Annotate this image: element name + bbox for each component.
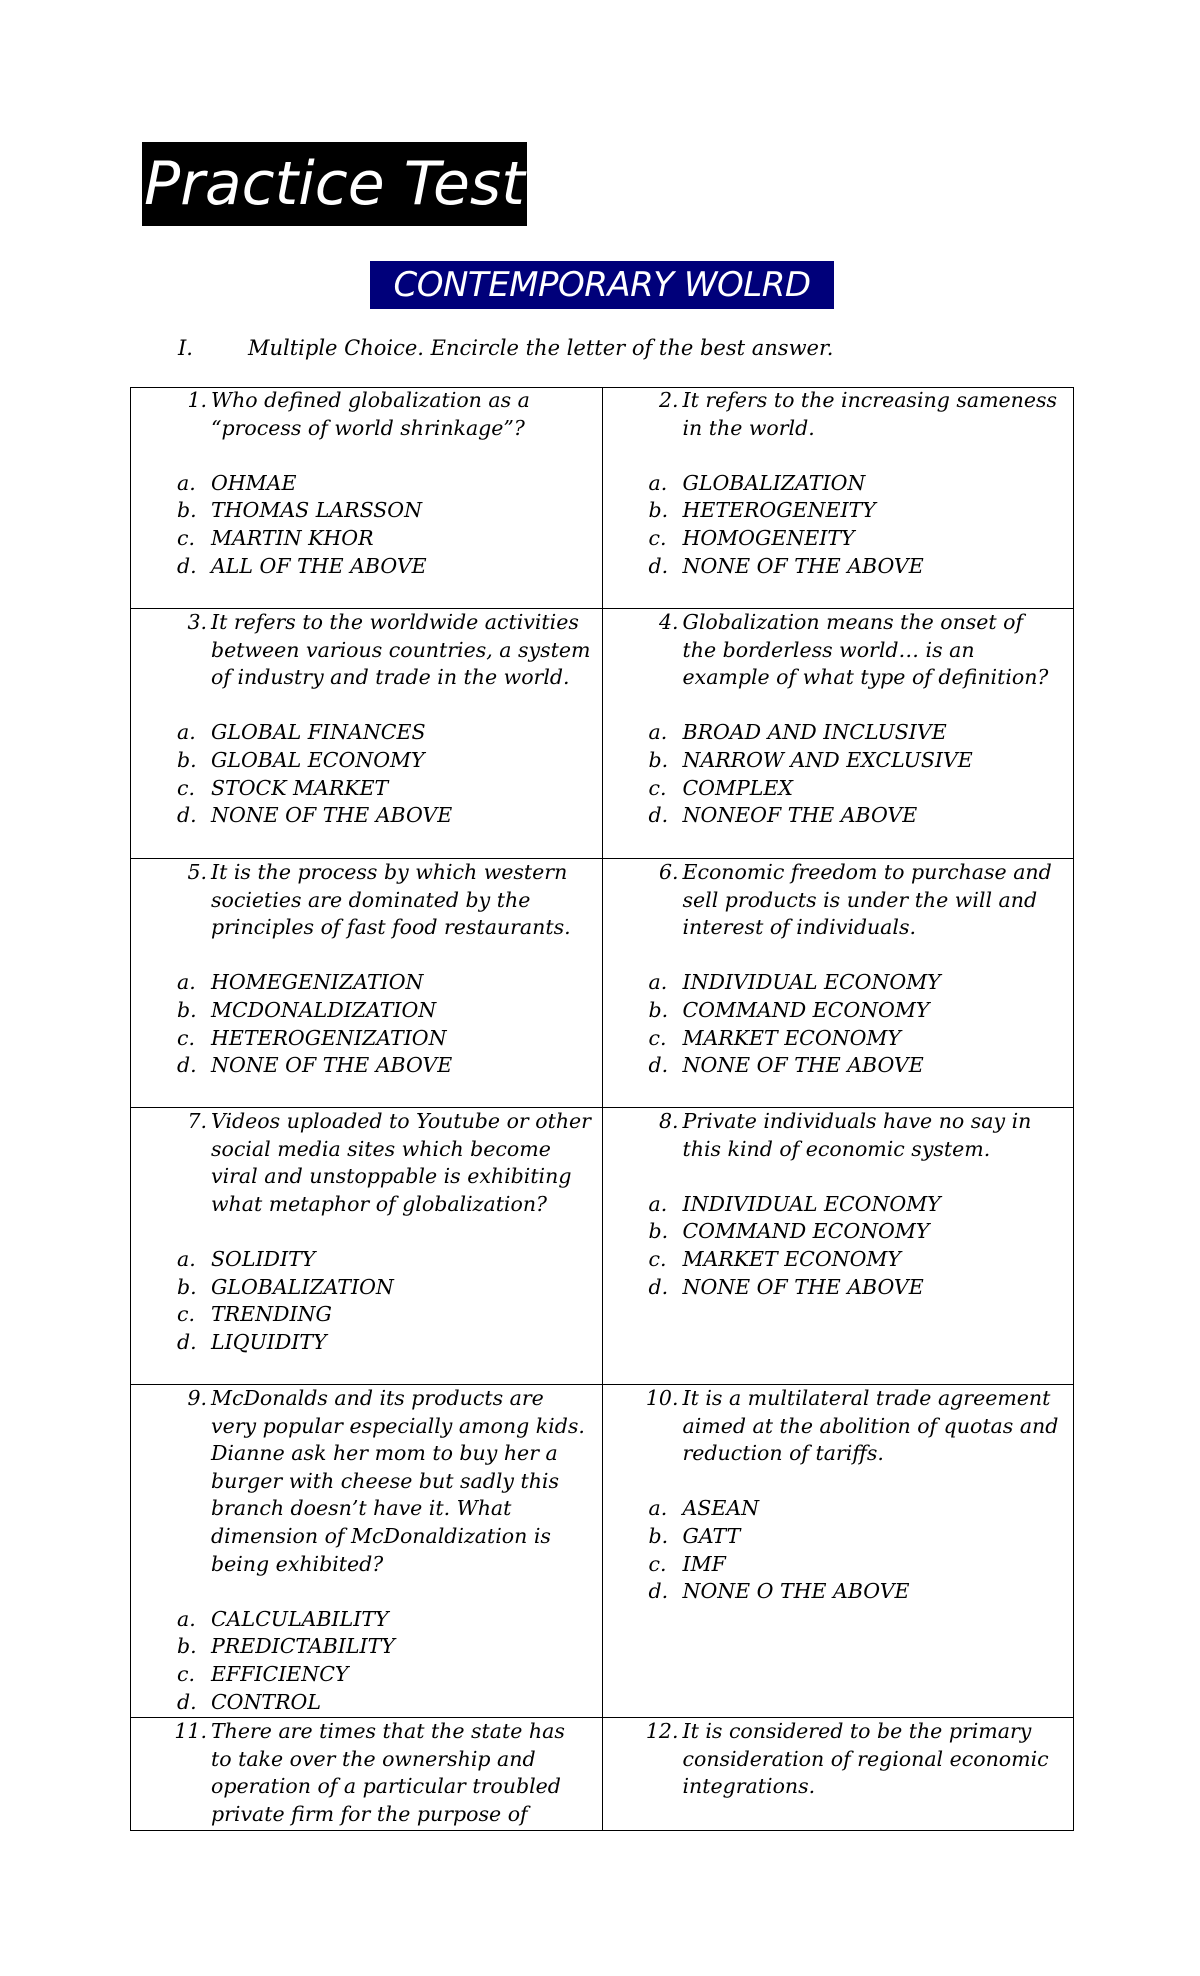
question-number: 2. [658, 388, 679, 412]
option-text: NARROW AND EXCLUSIVE [682, 747, 973, 772]
option-letter: c. [648, 1246, 667, 1271]
option-text: IMF [682, 1551, 726, 1576]
option-letter: a. [648, 1496, 668, 1521]
option-letter: a. [648, 1191, 668, 1216]
option-letter: c. [648, 1551, 667, 1576]
question-number: 12. [645, 1719, 679, 1743]
question-text: It is considered to be the primary consideration of regional economic integrations. [682, 1719, 1049, 1799]
question-text: There are times that the state has to take over the ownership and operation of a particular troubled private firm for the purpose of [211, 1719, 565, 1826]
page-title: Practice Test [142, 142, 527, 226]
answer-option[interactable] [177, 747, 592, 775]
option-letter: b. [177, 1634, 197, 1659]
option-text: THOMAS LARSSON [211, 498, 423, 523]
option-letter: c. [177, 525, 195, 550]
answer-options [648, 719, 1064, 829]
option-letter: d. [177, 1053, 197, 1078]
option-letter: b. [648, 498, 669, 523]
question-stem [187, 387, 592, 442]
option-letter: d. [648, 1274, 669, 1299]
question-item [603, 859, 1074, 1080]
answer-option[interactable] [648, 1246, 1064, 1274]
question-stem [658, 609, 1064, 692]
question-stem [187, 1385, 592, 1578]
question-stem [174, 1718, 592, 1828]
question-text: It is the process by which western societies are dominated by the principles of fast food restaurants. [211, 860, 571, 940]
option-letter: a. [648, 720, 668, 745]
option-letter: b. [648, 1523, 669, 1548]
answer-option[interactable] [177, 1329, 592, 1357]
question-item [603, 1385, 1074, 1606]
question-cell [131, 859, 603, 1108]
answer-option[interactable] [177, 1246, 592, 1274]
option-text: NONE OF THE ABOVE [682, 1274, 924, 1299]
option-text: INDIVIDUAL ECONOMY [682, 1191, 941, 1216]
option-letter: d. [177, 1329, 197, 1354]
answer-option[interactable] [177, 1661, 592, 1689]
answer-option[interactable] [177, 1025, 592, 1053]
answer-option[interactable] [177, 1689, 592, 1717]
answer-options [648, 969, 1064, 1079]
question-row [131, 388, 1074, 609]
answer-option[interactable] [177, 802, 592, 830]
answer-option[interactable] [648, 553, 1064, 581]
answer-options [179, 719, 592, 829]
question-item [603, 1108, 1074, 1301]
option-letter: b. [648, 747, 669, 772]
section-instruction [178, 336, 833, 360]
answer-option[interactable] [177, 1274, 592, 1302]
option-text: NONE OF THE ABOVE [211, 803, 453, 828]
option-text: ASEAN [682, 1496, 760, 1521]
answer-option[interactable] [648, 1191, 1064, 1219]
option-letter: c. [177, 1302, 195, 1327]
question-number: 5. [187, 860, 207, 884]
question-stem [658, 387, 1064, 442]
answer-options [179, 1246, 592, 1356]
question-item [603, 387, 1074, 580]
option-text: CONTROL [211, 1689, 321, 1714]
question-row [131, 609, 1074, 859]
option-letter: c. [648, 1025, 667, 1050]
option-text: COMMAND ECONOMY [682, 1219, 930, 1244]
option-text: MARKET ECONOMY [682, 1025, 901, 1050]
option-text: NONE OF THE ABOVE [211, 1053, 453, 1078]
option-text: HETEROGENIZATION [211, 1025, 447, 1050]
question-item [603, 609, 1074, 830]
question-item [131, 1108, 602, 1356]
question-cell [131, 1385, 603, 1718]
question-cell [602, 859, 1074, 1108]
answer-options [179, 470, 592, 580]
question-text: McDonalds and its products are very popular especially among kids. Dianne ask her mom to buy her a burger with cheese but sadly this branch doesn’t have it. What dimension of McDonaldization is being exhibited? [211, 1386, 585, 1576]
option-letter: a. [177, 1246, 196, 1271]
question-cell [602, 1108, 1074, 1385]
option-text: TRENDING [211, 1302, 332, 1327]
question-number: 10. [645, 1386, 679, 1410]
option-text: NONE OF THE ABOVE [682, 553, 924, 578]
answer-option[interactable] [648, 1025, 1064, 1053]
question-item [131, 387, 602, 580]
option-text: CALCULABILITY [211, 1606, 389, 1631]
option-text: NONE O THE ABOVE [682, 1579, 910, 1604]
question-cell [131, 1108, 603, 1385]
option-letter: c. [177, 775, 195, 800]
answer-option[interactable] [648, 719, 1064, 747]
answer-option[interactable] [177, 1633, 592, 1661]
answer-option[interactable] [177, 470, 592, 498]
instruction-text: Multiple Choice. Encircle the letter of the best answer. [248, 336, 834, 360]
answer-option[interactable] [177, 1052, 592, 1080]
answer-option[interactable] [177, 1606, 592, 1634]
course-subtitle: CONTEMPORARY WOLRD [370, 261, 834, 309]
answer-option[interactable] [648, 1218, 1064, 1246]
option-text: INDIVIDUAL ECONOMY [682, 970, 941, 995]
question-number: 1. [187, 388, 207, 412]
option-text: HOMEGENIZATION [211, 970, 424, 995]
option-text: GLOBALIZATION [682, 470, 866, 495]
option-letter: d. [648, 1579, 669, 1604]
question-number: 9. [187, 1386, 207, 1410]
question-text: It refers to the increasing sameness in the world. [682, 388, 1058, 440]
option-text: GLOBALIZATION [211, 1274, 394, 1299]
question-stem [658, 1108, 1064, 1163]
option-text: MARKET ECONOMY [682, 1246, 901, 1271]
question-cell [602, 388, 1074, 609]
question-item [131, 609, 602, 830]
question-cell [131, 1718, 603, 1831]
question-number: 6. [658, 860, 679, 884]
option-text: GLOBAL ECONOMY [211, 747, 425, 772]
question-number: 11. [174, 1719, 207, 1743]
question-stem [187, 609, 592, 692]
option-text: COMPLEX [682, 775, 793, 800]
question-text: Who defined globalization as a “process of world shrinkage”? [211, 388, 530, 440]
question-cell [131, 609, 603, 859]
option-text: HOMOGENEITY [682, 525, 855, 550]
question-stem [658, 859, 1064, 942]
question-number: 7. [187, 1109, 207, 1133]
answer-option[interactable] [177, 969, 592, 997]
question-stem [645, 1718, 1064, 1801]
answer-option[interactable] [648, 1551, 1064, 1579]
answer-option[interactable] [648, 775, 1064, 803]
option-letter: a. [177, 470, 196, 495]
section-numeral: I. [178, 336, 193, 360]
option-letter: b. [648, 997, 669, 1022]
option-text: ALL OF THE ABOVE [211, 553, 427, 578]
option-letter: b. [177, 498, 197, 523]
question-stem [187, 1108, 592, 1218]
answer-option[interactable] [648, 747, 1064, 775]
option-letter: a. [177, 970, 196, 995]
option-letter: a. [648, 970, 668, 995]
option-letter: d. [177, 803, 197, 828]
answer-options [648, 1495, 1064, 1605]
answer-option[interactable] [177, 1301, 592, 1329]
option-letter: d. [648, 1053, 669, 1078]
option-letter: b. [177, 747, 197, 772]
question-text: Videos uploaded to Youtube or other social media sites which become viral and unstoppable is exhibiting what metaphor of globalization? [211, 1109, 591, 1216]
answer-option[interactable] [177, 525, 592, 553]
question-stem [645, 1385, 1064, 1468]
option-text: NONEOF THE ABOVE [682, 803, 918, 828]
option-text: STOCK MARKET [211, 775, 389, 800]
option-text: MARTIN KHOR [211, 525, 374, 550]
answer-options [648, 470, 1064, 580]
question-number: 4. [658, 610, 679, 634]
option-letter: c. [177, 1025, 195, 1050]
questions-table [130, 387, 1074, 1831]
option-letter: a. [648, 470, 668, 495]
answer-options [179, 1606, 592, 1716]
option-letter: b. [648, 1219, 669, 1244]
question-text: Globalization means the onset of the borderless world… is an example of what type of definition? [682, 610, 1049, 690]
answer-option[interactable] [648, 497, 1064, 525]
option-letter: b. [177, 997, 197, 1022]
option-text: BROAD AND INCLUSIVE [682, 720, 947, 745]
answer-option[interactable] [648, 1495, 1064, 1523]
answer-option[interactable] [648, 802, 1064, 830]
option-letter: a. [177, 720, 196, 745]
option-text: GATT [682, 1523, 741, 1548]
option-text: EFFICIENCY [211, 1661, 349, 1686]
option-letter: d. [177, 1689, 197, 1714]
option-letter: c. [648, 775, 667, 800]
question-number: 8. [658, 1109, 679, 1133]
option-text: NONE OF THE ABOVE [682, 1053, 924, 1078]
option-text: MCDONALDIZATION [211, 997, 437, 1022]
option-letter: c. [177, 1661, 195, 1686]
answer-option[interactable] [177, 553, 592, 581]
option-letter: d. [648, 803, 669, 828]
question-number: 3. [187, 610, 207, 634]
option-text: SOLIDITY [211, 1246, 316, 1271]
question-cell [602, 609, 1074, 859]
option-text: PREDICTABILITY [211, 1634, 395, 1659]
option-text: GLOBAL FINANCES [211, 720, 426, 745]
answer-option[interactable] [648, 470, 1064, 498]
option-letter: b. [177, 1274, 197, 1299]
question-text: Economic freedom to purchase and sell products is under the will and interest of individuals. [682, 860, 1052, 940]
option-text: OHMAE [211, 470, 297, 495]
answer-option[interactable] [177, 719, 592, 747]
answer-option[interactable] [177, 775, 592, 803]
question-row [131, 1108, 1074, 1385]
question-row [131, 1385, 1074, 1718]
question-item [603, 1718, 1074, 1801]
option-letter: c. [648, 525, 667, 550]
question-item [131, 1718, 602, 1828]
answer-option[interactable] [648, 1274, 1064, 1302]
answer-options [648, 1191, 1064, 1301]
answer-option[interactable] [648, 1578, 1064, 1606]
question-row [131, 859, 1074, 1108]
option-letter: a. [177, 1606, 196, 1631]
answer-option[interactable] [648, 969, 1064, 997]
answer-option[interactable] [648, 1523, 1064, 1551]
answer-options [179, 969, 592, 1079]
question-item [131, 859, 602, 1080]
question-cell [602, 1718, 1074, 1831]
question-row [131, 1718, 1074, 1831]
answer-option[interactable] [648, 525, 1064, 553]
option-text: HETEROGENEITY [682, 498, 876, 523]
option-text: LIQUIDITY [211, 1329, 327, 1354]
option-text: COMMAND ECONOMY [682, 997, 930, 1022]
question-item [131, 1385, 602, 1716]
question-cell [131, 388, 603, 609]
option-letter: d. [648, 553, 669, 578]
option-letter: d. [177, 553, 197, 578]
answer-option[interactable] [177, 997, 592, 1025]
question-stem [187, 859, 592, 942]
answer-option[interactable] [648, 1052, 1064, 1080]
question-text: It is a multilateral trade agreement aimed at the abolition of quotas and reduction of tariffs. [682, 1386, 1059, 1466]
question-cell [602, 1385, 1074, 1718]
answer-option[interactable] [648, 997, 1064, 1025]
question-text: It refers to the worldwide activities between various countries, a system of industry and trade in the world. [211, 610, 591, 690]
answer-option[interactable] [177, 497, 592, 525]
question-text: Private individuals have no say in this kind of economic system. [682, 1109, 1032, 1161]
